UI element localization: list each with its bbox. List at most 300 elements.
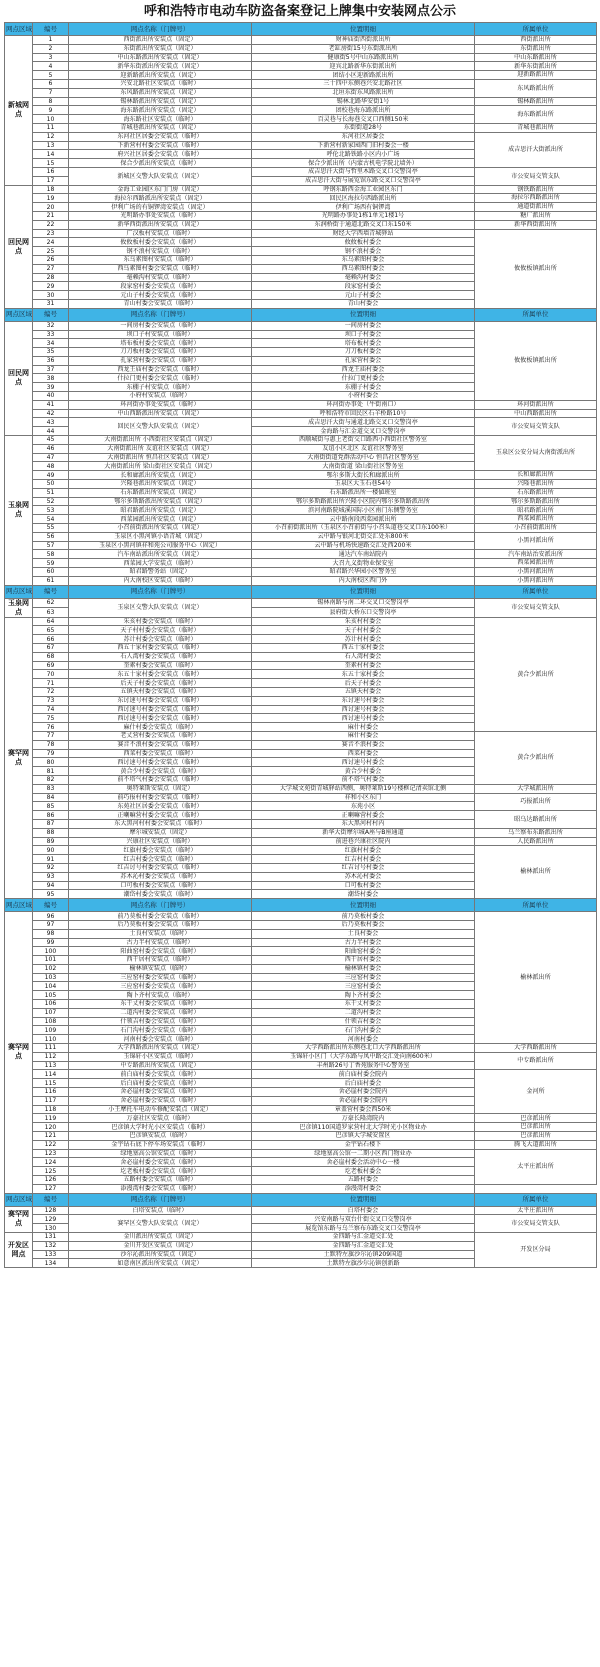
unit-cell: 中山东路派出所 (475, 53, 597, 62)
row-number: 103 (33, 973, 69, 982)
outlet-name: 三应窑村委会安装点（临时） (69, 982, 252, 991)
row-number: 97 (33, 920, 69, 929)
outlet-name: 前乃莫板村委会安装点（临时） (69, 912, 252, 921)
row-number: 57 (33, 541, 69, 550)
page-title: 呼和浩特市电动车防盗备案登记上牌集中安装网点公示 (143, 4, 456, 19)
table-row (5, 846, 597, 855)
row-number: 115 (33, 1079, 69, 1088)
row-number: 110 (33, 1035, 69, 1044)
outlet-location: 舍必崖村委会活动中心一楼 (252, 1158, 475, 1167)
outlet-location: 孔家营村委会 (252, 356, 475, 365)
outlet-name: 东乌素图村安装点（临时） (69, 255, 252, 264)
row-number: 73 (33, 696, 69, 705)
outlet-name: 金川派出所安装点（固定） (69, 1233, 252, 1242)
outlet-location: 红吉村村委会 (252, 855, 475, 864)
outlet-name: 奎素村委会安装点（临时） (69, 661, 252, 670)
outlet-name: 东干丈村委会安装点（临时） (69, 1000, 252, 1009)
outlet-location: 百灵巷与长海巷交叉口西侧150米 (252, 115, 475, 124)
row-number: 27 (33, 264, 69, 273)
outlet-location: 小召前街派出所（玉泉区小召前街与小召头道巷交叉口东100米） (252, 524, 475, 533)
outlet-location: 丰州路26号丁香苑服务中心警务室 (252, 1061, 475, 1070)
outlet-location: 后白庙村委会 (252, 1079, 475, 1088)
outlet-name: 大南街派出所 友谊社区安装点（固定） (69, 444, 252, 453)
unit-cell: 巴彦派出所 (475, 1114, 597, 1123)
outlet-name: 什拉门更村委会安装点（临时） (69, 374, 252, 383)
header-location: 位置明细 (252, 308, 475, 321)
outlet-location: 小府村委会 (252, 392, 475, 401)
table-row (5, 409, 597, 418)
outlet-location: 金四路与汇金道交汇处 (252, 1241, 475, 1250)
row-number: 129 (33, 1215, 69, 1224)
outlet-location: 潮岱村委会 (252, 890, 475, 899)
outlet-name: 长和廊派出所安装点（固定） (69, 471, 252, 480)
outlet-location: 麻什村委会 (252, 723, 475, 732)
header-name: 网点名称（门牌号） (69, 23, 252, 36)
unit-cell: 榆林派出所 (475, 846, 597, 899)
outlet-location: 团校巷海东路派出所 (252, 106, 475, 115)
row-number: 99 (33, 938, 69, 947)
outlet-name: 中山西路派出所安装点（固定） (69, 409, 252, 418)
row-number: 56 (33, 532, 69, 541)
row-number: 98 (33, 929, 69, 938)
unit-cell: 西菜园派出所 (475, 515, 597, 524)
row-number: 93 (33, 872, 69, 881)
unit-cell: 通道街派出所 (475, 203, 597, 212)
unit-cell: 青城巷派出所 (475, 123, 597, 132)
table-header-row (5, 585, 597, 598)
outlet-location: 金宇钻石楼下 (252, 1140, 475, 1149)
outlet-name: 朱亥村委会安装点（临时） (69, 617, 252, 626)
outlet-name: 口可板村委会安装点（临时） (69, 881, 252, 890)
table-row (5, 568, 597, 577)
outlet-name: 黄合少村委会安装点（临时） (69, 767, 252, 776)
row-number: 2 (33, 44, 69, 53)
outlet-location: 西讨速号村委会 (252, 714, 475, 723)
row-number: 126 (33, 1176, 69, 1185)
outlet-name: 昭君路派出所安装点（固定） (69, 506, 252, 515)
outlet-location: 陶卜齐村委会 (252, 991, 475, 1000)
outlet-location: 天子村村委会 (252, 626, 475, 635)
outlet-name: 西菜园大学安装点（临时） (69, 559, 252, 568)
unit-cell: 黄合少派出所 (475, 617, 597, 731)
outlet-name: 西菜园派出所安装点（固定） (69, 515, 252, 524)
header-region: 网点区域 (5, 585, 33, 598)
outlet-name: 后天子村委会安装点（临时） (69, 679, 252, 688)
outlet-name: 大南街派出所 恒昌社区安装点（固定） (69, 453, 252, 462)
region-cell: 回民网点 (5, 185, 33, 308)
outlet-location: 祥和小区东门 (252, 793, 475, 802)
outlet-location: 云中路与银河北街交汇处东800米 (252, 532, 475, 541)
region-cell: 回民网点 (5, 321, 33, 435)
row-number: 120 (33, 1123, 69, 1132)
unit-cell: 大学城派出所 (475, 784, 597, 793)
outlet-location: 苏木沁村委会 (252, 872, 475, 881)
unit-cell: 西菜园派出所 (475, 559, 597, 568)
table-row (5, 36, 597, 45)
outlet-location: 西乌素图村委会 (252, 264, 475, 273)
table-row (5, 617, 597, 626)
unit-cell: 巴彦派出所 (475, 1123, 597, 1132)
outlet-name: 东五十家村委会安装点（临时） (69, 670, 252, 679)
outlet-location: 东大黑河村村内 (252, 819, 475, 828)
row-number: 48 (33, 462, 69, 471)
table-row (5, 185, 597, 194)
table-row (5, 488, 597, 497)
table-row (5, 1149, 597, 1158)
table-row (5, 1070, 597, 1079)
outlet-name: 攸攸板村委会安装点（临时） (69, 238, 252, 247)
outlet-name: 青城巷派出所安装点（固定） (69, 123, 252, 132)
unit-cell: 市公安局交管支队 (475, 598, 597, 617)
outlet-name: 榆林镇安装点（临时） (69, 964, 252, 973)
row-number: 55 (33, 524, 69, 533)
row-number: 52 (33, 497, 69, 506)
unit-cell: 中山西路派出所 (475, 409, 597, 418)
outlet-location: 金四路与汇金道交汇处 (252, 1233, 475, 1242)
outlet-name: 舍必崖村委会安装点（临时） (69, 1096, 252, 1105)
outlet-name: 摩尔城安装点（固定） (69, 828, 252, 837)
outlet-location: 毫赖沟村委会 (252, 273, 475, 282)
outlet-name: 汽车南站派出所安装点（固定） (69, 550, 252, 559)
row-number: 84 (33, 793, 69, 802)
outlet-name: 环河街办事处安装点（临时） (69, 400, 252, 409)
row-number: 78 (33, 740, 69, 749)
outlet-location: 西讨速号村委会 (252, 705, 475, 714)
outlet-location: 财经大学西墙青城驿站 (252, 229, 475, 238)
outlet-name: 金海工业园区东门门房（固定） (69, 185, 252, 194)
header-name: 网点名称（门牌号） (69, 308, 252, 321)
row-number: 88 (33, 828, 69, 837)
outlet-location: 西顺城街与惠上老街交口路西小西街社区警务室 (252, 436, 475, 445)
unit-cell: 太平庄派出所 (475, 1206, 597, 1215)
row-number: 43 (33, 418, 69, 427)
outlet-name: 前巧报村村委会安装点（临时） (69, 793, 252, 802)
table-row (5, 828, 597, 837)
outlet-name: 河南村委会安装点（临时） (69, 1035, 252, 1044)
unit-cell: 东街派出所 (475, 44, 597, 53)
header-region: 网点区域 (5, 1193, 33, 1206)
table-row (5, 731, 597, 740)
header-region: 网点区域 (5, 899, 33, 912)
outlet-location: 滨河南路院城溪国际小区南门东侧警务室 (252, 506, 475, 515)
row-number: 19 (33, 194, 69, 203)
unit-cell: 市公安局交管支队 (475, 1215, 597, 1233)
unit-cell: 环河街派出所 (475, 400, 597, 409)
unit-cell: 海东路派出所 (475, 106, 597, 124)
unit-cell: 糖厂派出所 (475, 211, 597, 220)
row-number: 116 (33, 1088, 69, 1097)
unit-cell: 大学西路派出所 (475, 1044, 597, 1053)
outlet-name: 舍必崖村委会安装点（临时） (69, 1088, 252, 1097)
row-number: 42 (33, 409, 69, 418)
row-number: 25 (33, 247, 69, 256)
row-number: 85 (33, 802, 69, 811)
header-number: 编号 (33, 23, 69, 36)
outlet-name: 新华西街派出所安装点（固定） (69, 220, 252, 229)
outlet-location: 西菜村委会 (252, 749, 475, 758)
row-number: 26 (33, 255, 69, 264)
row-number: 86 (33, 811, 69, 820)
outlet-name: 内大南校区安装点（临时） (69, 576, 252, 585)
outlet-location: 通达汽车南站院内 (252, 550, 475, 559)
outlet-location: 古力半村委会 (252, 938, 475, 947)
outlet-location: 东讨速号村委会 (252, 696, 475, 705)
outlet-name: 巴彦镇安装点（临时） (69, 1132, 252, 1141)
outlet-location: 玉泉区大玉石巷54号 (252, 480, 475, 489)
row-number: 62 (33, 598, 69, 608)
header-region: 网点区域 (5, 23, 33, 36)
outlet-location: 友谊小区北区 友谊社区警务室 (252, 444, 475, 453)
row-number: 77 (33, 731, 69, 740)
row-number: 75 (33, 714, 69, 723)
row-number: 119 (33, 1114, 69, 1123)
unit-cell: 巧报派出所 (475, 793, 597, 811)
outlet-location: 段家窑村委会 (252, 282, 475, 291)
row-number: 45 (33, 436, 69, 445)
outlet-name: 孔家营村委会安装点（临时） (69, 356, 252, 365)
outlet-name: 赛罕区交警大队安装点（固定） (69, 1215, 252, 1233)
unit-cell: 西街派出所 (475, 36, 597, 45)
region-cell: 开发区网点 (5, 1233, 33, 1268)
outlet-name: 伊利广场的有铜锣湾安装点（固定） (69, 203, 252, 212)
outlet-name: 什领吉村委会安装点（临时） (69, 1017, 252, 1026)
outlet-location: 兴安南路与双台什街交叉口交警岗亭 (252, 1215, 475, 1224)
table-row (5, 912, 597, 921)
outlet-location: 榆林镇村委会 (252, 964, 475, 973)
outlet-location: 石东路派出所一楼値班室 (252, 488, 475, 497)
table-row (5, 811, 597, 820)
outlet-location: 阳曲窑村委会 (252, 947, 475, 956)
row-number: 117 (33, 1096, 69, 1105)
outlet-name: 石东路派出所安装点（固定） (69, 488, 252, 497)
outlet-location: 土默特左旗沙尔沁镇209国道 (252, 1250, 475, 1259)
outlet-name: 兴康社区安装点（临时） (69, 837, 252, 846)
outlet-location: 攸攸板村委会 (252, 238, 475, 247)
row-number: 70 (33, 670, 69, 679)
outlet-name: 巴彦镇大学时光小区安装点（临时） (69, 1123, 252, 1132)
outlet-name: 兴安北路社区安装点（临时） (69, 79, 252, 88)
outlet-name: 小王摩托车电动车修配安装点（固定） (69, 1105, 252, 1114)
outlet-location: 白塔村委会 (252, 1206, 475, 1215)
outlet-location: 东润桥街于通道北路交叉口东150米 (252, 220, 475, 229)
row-number: 105 (33, 991, 69, 1000)
outlet-location: 五镇天村委会 (252, 687, 475, 696)
table-row (5, 211, 597, 220)
outlet-name: 海东路派出所安装点（固定） (69, 106, 252, 115)
outlet-location: 团结小区迎新路派出所 (252, 71, 475, 80)
outlet-name: 东街派出所安装点（固定） (69, 44, 252, 53)
outlet-location: 后乃莫板村委会 (252, 920, 475, 929)
outlet-location: 朱亥村村委会 (252, 617, 475, 626)
unit-cell: 昭乌达路派出所 (475, 811, 597, 829)
outlet-name: 新城区交警大队安装点（固定） (69, 167, 252, 185)
outlet-location: 什领吉村委会 (252, 1017, 475, 1026)
row-number: 6 (33, 79, 69, 88)
outlet-location: 刀刀板村委会 (252, 348, 475, 357)
outlet-name: 老丈营村委会安装点（临时） (69, 731, 252, 740)
row-number: 58 (33, 550, 69, 559)
table-row (5, 784, 597, 793)
unit-cell: 小黑河派出所 (475, 576, 597, 585)
row-number: 130 (33, 1224, 69, 1233)
outlet-name: 府兴社区居委会安装点（临时） (69, 150, 252, 159)
header-unit: 所属单位 (475, 585, 597, 598)
unit-cell: 巴彦派出所 (475, 1132, 597, 1141)
table-row (5, 1114, 597, 1123)
outlet-name: 天子村村委会安装点（临时） (69, 626, 252, 635)
row-number: 61 (33, 576, 69, 585)
outlet-name: 如意南区派出所安装点（固定） (69, 1259, 252, 1268)
table-row (5, 229, 597, 238)
row-number: 53 (33, 506, 69, 515)
outlet-name: 光明路办事处安装点（临时） (69, 211, 252, 220)
unit-cell: 锡林路派出所 (475, 97, 597, 106)
unit-cell: 市公安局交管支队 (475, 418, 597, 436)
outlet-name: 前白庙村委会安装点（临时） (69, 1070, 252, 1079)
outlet-location: 玉锦轩小区门（大学东路与凤中路交汇处向南600米） (252, 1052, 475, 1061)
table-row (5, 203, 597, 212)
outlet-location: 赛音不浪村委会 (252, 740, 475, 749)
outlet-location: 内大南校区西门外 (252, 576, 475, 585)
row-number: 90 (33, 846, 69, 855)
outlet-location: 章盖营村委会西50米 (252, 1105, 475, 1114)
row-number: 114 (33, 1070, 69, 1079)
outlet-name: 西乌素图村委会安装点（临时） (69, 264, 252, 273)
outlet-name: 海拉尔西路派出所安装点（固定） (69, 194, 252, 203)
outlet-name: 前不塔气村委会安装点（临时） (69, 775, 252, 784)
outlet-name: 小府村安装点（临时） (69, 392, 252, 401)
row-number: 63 (33, 608, 69, 618)
unit-cell: 小召前街派出所 (475, 524, 597, 533)
table-body (5, 23, 597, 1268)
outlet-name: 后白庙村委会安装点（临时） (69, 1079, 252, 1088)
outlet-name: 西龙王庙村委会安装点（临时） (69, 365, 252, 374)
header-location: 位置明细 (252, 585, 475, 598)
outlet-location: 展览馆东路与乌兰察布东路交叉口交警岗亭 (252, 1224, 475, 1233)
outlet-location: 三应窑村委会 (252, 982, 475, 991)
outlet-name: 金川开发区安装点（固定） (69, 1241, 252, 1250)
outlet-location: 石门沟村委会 (252, 1026, 475, 1035)
row-number: 12 (33, 132, 69, 141)
table-row (5, 220, 597, 229)
row-number: 23 (33, 229, 69, 238)
table-row (5, 480, 597, 489)
outlet-location: 迎宾北路新华东街派出所 (252, 62, 475, 71)
outlet-location: 正喇嘛营村委会 (252, 811, 475, 820)
outlet-location: 东河社区居委会 (252, 132, 475, 141)
unit-cell: 攸攸板镇派出所 (475, 229, 597, 308)
row-number: 38 (33, 374, 69, 383)
outlet-location: 东乌素图村委会 (252, 255, 475, 264)
row-number: 15 (33, 159, 69, 168)
table-row (5, 400, 597, 409)
row-number: 21 (33, 211, 69, 220)
row-number: 95 (33, 890, 69, 899)
outlet-location: 口可板村委会 (252, 881, 475, 890)
unit-cell: 成吉思汗大街派出所 (475, 132, 597, 167)
outlet-location: 黄合少村委会 (252, 767, 475, 776)
outlet-location: 大召九义街物业保安室 (252, 559, 475, 568)
outlet-name: 土良村安装点（临时） (69, 929, 252, 938)
header-unit: 所属单位 (475, 23, 597, 36)
outlet-name: 东讨速号村委会安装点（临时） (69, 696, 252, 705)
outlet-name: 三应窑村委会安装点（临时） (69, 973, 252, 982)
row-number: 33 (33, 330, 69, 339)
table-row (5, 194, 597, 203)
row-number: 37 (33, 365, 69, 374)
outlet-location: 县府街大桥东口交警岗亭 (252, 608, 475, 618)
unit-cell: 汽车南站治安派出所 (475, 550, 597, 559)
unit-cell: 攸攸板镇派出所 (475, 321, 597, 400)
outlet-location: 土默特左旗沙尔沁镇创新路 (252, 1259, 475, 1268)
outlet-name: 玉泉区小黑河镇祥和苑公司服务中心（固定） (69, 541, 252, 550)
outlet-location: 红旗村村委会 (252, 846, 475, 855)
outlet-name: 东棚子村安装点（临时） (69, 383, 252, 392)
outlet-table (4, 22, 597, 1268)
outlet-location: 前不塔气村委会 (252, 775, 475, 784)
outlet-location: 北垣东街东风路派出所 (252, 88, 475, 97)
unit-cell: 昭君路派出所 (475, 506, 597, 515)
outlet-location: 西干居村委会 (252, 956, 475, 965)
outlet-name: 元山子村委会安装点（临时） (69, 291, 252, 300)
row-number: 72 (33, 687, 69, 696)
outlet-name: 沙尔沁派出所安装点（固定） (69, 1250, 252, 1259)
outlet-location: 东五十家村委会 (252, 670, 475, 679)
region-cell: 赛罕网点 (5, 1206, 33, 1232)
row-number: 5 (33, 71, 69, 80)
row-number: 89 (33, 837, 69, 846)
outlet-name: 潮岱村委会安装点（临时） (69, 890, 252, 899)
outlet-location: 东棚子村委会 (252, 383, 475, 392)
row-number: 46 (33, 444, 69, 453)
row-number: 32 (33, 321, 69, 330)
outlet-location: 东干丈村委会 (252, 1000, 475, 1009)
unit-cell: 金河所 (475, 1070, 597, 1114)
outlet-location: 成吉思汗大街与展览馆东路交叉口交警岗亭 (252, 176, 475, 185)
row-number: 96 (33, 912, 69, 921)
row-number: 124 (33, 1158, 69, 1167)
header-unit: 所属单位 (475, 308, 597, 321)
outlet-location: 成吉思汗大街与通道北路交叉口交警岗亭 (252, 418, 475, 427)
outlet-name: 一间房村委会安装点（临时） (69, 321, 252, 330)
outlet-name: 麻什村委会安装点（临时） (69, 723, 252, 732)
header-unit: 所属单位 (475, 1193, 597, 1206)
outlet-name: 东河社区居委会安装点（临时） (69, 132, 252, 141)
outlet-location: 成吉思汗大街与哲里木路交叉口交警岗亭 (252, 167, 475, 176)
table-row (5, 793, 597, 802)
unit-cell: 东风路派出所 (475, 79, 597, 97)
outlet-location: 红吉讨号村委会 (252, 863, 475, 872)
outlet-name: 东大黑河村村委会安装点（临时） (69, 819, 252, 828)
table-row (5, 1123, 597, 1132)
row-number: 87 (33, 819, 69, 828)
outlet-name: 西五十家村委会安装点（临时） (69, 644, 252, 653)
header-location: 位置明细 (252, 899, 475, 912)
row-number: 69 (33, 661, 69, 670)
outlet-location: 金海路与汇金道交叉口交警岗亭 (252, 427, 475, 436)
row-number: 28 (33, 273, 69, 282)
header-unit: 所属单位 (475, 899, 597, 912)
outlet-name: 红吉讨号村委会安装点（临时） (69, 863, 252, 872)
outlet-name: 海东路社区安装点（临时） (69, 115, 252, 124)
outlet-location: 什拉门更村委会 (252, 374, 475, 383)
outlet-location: 前乃莫板村委会 (252, 912, 475, 921)
outlet-location: 前白庙村委会院内 (252, 1070, 475, 1079)
row-number: 92 (33, 863, 69, 872)
outlet-location: 环河街办事处（牛街南口） (252, 400, 475, 409)
unit-cell: 兴隆巷派出所 (475, 480, 597, 489)
unit-cell: 鄂尔多斯路派出所 (475, 497, 597, 506)
